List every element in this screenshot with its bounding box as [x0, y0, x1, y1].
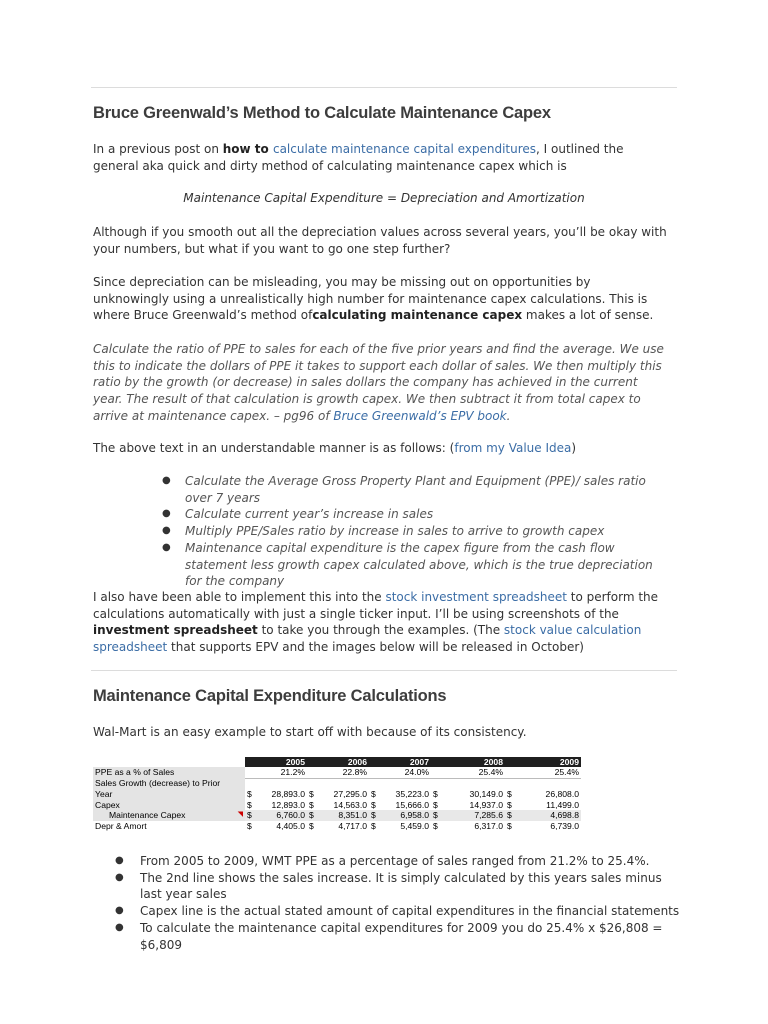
table-cell: 24.0%: [369, 767, 431, 778]
table-cell: 12,893.0: [271, 799, 305, 810]
bullet-icon: ●: [162, 508, 171, 520]
table-row: [93, 767, 581, 778]
top-divider: [91, 87, 677, 88]
bullet-icon: ●: [162, 475, 171, 486]
formula: Maintenance Capital Expenditure = Depreciation and Amortization: [183, 191, 585, 205]
table-cell: 30,149.0: [469, 789, 503, 800]
year-header: 2008: [431, 757, 505, 767]
paragraph-2: Although if you smooth out all the depreciation values across several years, you’ll be okay with your numbers, but what if you want to go one step further?: [93, 225, 667, 256]
list-item: ● From 2005 to 2009, WMT PPE as a percentage of sales ranged from 21.2% to 25.4%.: [115, 854, 650, 868]
walmart-intro: Wal-Mart is an easy example to start off with because of its consistency.: [93, 725, 527, 739]
bullet-icon: ●: [115, 921, 124, 933]
bullet-icon: ●: [115, 855, 124, 866]
walmart-bullets-list: [115, 853, 685, 953]
row-label: Year: [93, 789, 245, 800]
maintenance-capex-link[interactable]: calculate maintenance capital expenditures: [272, 142, 537, 156]
table-cell: 15,666.0: [395, 799, 429, 810]
row-label: Sales Growth (decrease) to Prior: [93, 778, 245, 789]
table-cell: 14,937.0: [469, 799, 503, 810]
table-row: Depr & Amort $ 4,405.0 $ 4,717.0 $ 5,459.0 $ 6,317.0 $ 6,739.0: [95, 820, 579, 831]
table-cell: 6,958.0: [381, 810, 431, 821]
stock-investment-spreadsheet-link[interactable]: stock investment spreadsheet: [385, 590, 567, 604]
paragraph-4: The above text in an understandable manner is as follows: (from my Value Idea): [93, 441, 577, 455]
year-header: 2007: [369, 757, 431, 767]
table-cell: 8,351.0: [319, 810, 369, 821]
row-label: Depr & Amort: [93, 821, 245, 832]
maintenance-capex-table: [93, 757, 581, 832]
method-steps-list: [162, 473, 662, 590]
table-cell: 4,698.8: [517, 810, 581, 821]
table-row: [93, 778, 581, 789]
table-row: Year $ 28,893.0 $ 27,295.0 $ 35,223.0 $ 30,149.0 $ 26,808.0: [95, 789, 579, 800]
section-divider: [91, 670, 677, 671]
intro-paragraph: In a previous post on how to calculate maintenance capital expenditures, I outlined the general aka quick and dirty method of calculating maintenance capex which is: [93, 142, 624, 173]
epv-book-link[interactable]: Bruce Greenwald’s EPV book: [333, 408, 507, 423]
bullet-icon: ●: [115, 905, 124, 917]
bullet-icon: ●: [162, 541, 171, 553]
list-item: ● Maintenance capital expenditure is the capex figure from the cash flow statement less growth capex calculated above, which is the true depreciation for the company: [162, 540, 653, 589]
table-cell: 11,499.0: [546, 799, 579, 810]
year-header: 2009: [505, 757, 581, 767]
table-cell: 26,808.0: [545, 789, 579, 800]
table-cell: 28,893.0: [271, 789, 305, 800]
table-cell: 6,760.0: [257, 810, 307, 821]
bullet-icon: ●: [115, 871, 124, 883]
table-row: Maintenance Capex ◥ $ 6,760.0 $ 8,351.0 $ 6,958.0 $ 7,285.6 $ 4,698.8: [93, 810, 581, 821]
table-cell: 27,295.0: [333, 789, 367, 800]
list-item: ● Calculate current year’s increase in sales: [162, 507, 434, 522]
table-cell: 6,739.0: [550, 820, 579, 831]
table-cell: 5,459.0: [400, 820, 429, 831]
table-cell: 6,317.0: [474, 820, 503, 831]
table-cell: 35,223.0: [395, 789, 429, 800]
year-header: 2006: [307, 757, 369, 767]
year-header-row: [93, 757, 581, 767]
value-idea-link[interactable]: from my Value Idea: [454, 441, 572, 455]
row-label: Maintenance Capex ◥: [93, 810, 245, 821]
table-cell: 25.4%: [431, 767, 505, 778]
year-header: 2005: [245, 757, 307, 767]
stock-value-calculation-spreadsheet-link[interactable]: stock value calculation spreadsheet: [93, 623, 642, 655]
greenwald-quote: Calculate the ratio of PPE to sales for each of the five prior years and find the average. We use this to indicate the dollars of PPE it takes to support each dollar of sales. We then multiply this ratio by the growth (or decrease) in sales dollars the company has achieved in the current year. The result of that calculation is growth capex. We then subtract it from total capex to arrive at maintenance capex. – pg96 of Bruce Greenwald’s EPV book.: [93, 342, 664, 423]
comment-marker-icon: ◥: [237, 811, 243, 819]
paragraph-3: Since depreciation can be misleading, you may be missing out on opportunities by unknowingly using a unrealistically high number for maintenance capex calculations. This is where Bruce Greenwald’s method ofcalculating maintenance capex makes a lot of sense.: [93, 275, 654, 323]
table-cell: 22.8%: [307, 767, 369, 778]
list-item: ● Capex line is the actual stated amount of capital expenditures in the financial statements: [115, 904, 680, 919]
list-item: ● Multiply PPE/Sales ratio by increase in sales to arrive to growth capex: [162, 524, 605, 539]
list-item: ● To calculate the maintenance capital expenditures for 2009 you do 25.4% x $26,808 = $6,809: [115, 920, 663, 952]
article-title: Bruce Greenwald’s Method to Calculate Maintenance Capex: [93, 104, 551, 122]
table-cell: 14,563.0: [333, 799, 367, 810]
table-cell: 4,405.0: [276, 820, 305, 831]
list-item: ● Calculate the Average Gross Property Plant and Equipment (PPE)/ sales ratio over 7 years: [162, 474, 646, 505]
table-cell: 4,717.0: [338, 820, 367, 831]
section-title: Maintenance Capital Expenditure Calculations: [93, 687, 447, 705]
paragraph-5: I also have been able to implement this into the stock investment spreadsheet to perform the calculations automatically with just a single ticker input. I’ll be using screenshots of the investment spreadsheet to take you through the examples. (The stock value calculation spreadsheet that supports EPV and the images below will be released in October): [93, 590, 659, 655]
bullet-icon: ●: [162, 525, 171, 537]
table-row: Capex $ 12,893.0 $ 14,563.0 $ 15,666.0 $ 14,937.0 $ 11,499.0: [95, 799, 579, 810]
row-label: Capex: [93, 800, 245, 811]
list-item: ● The 2nd line shows the sales increase. It is simply calculated by this years sales minus last year sales: [115, 870, 662, 902]
table-cell: 7,285.6: [455, 810, 505, 821]
table-cell: 25.4%: [505, 767, 581, 778]
table-cell: 21.2%: [245, 767, 307, 778]
row-label: PPE as a % of Sales: [93, 767, 245, 778]
